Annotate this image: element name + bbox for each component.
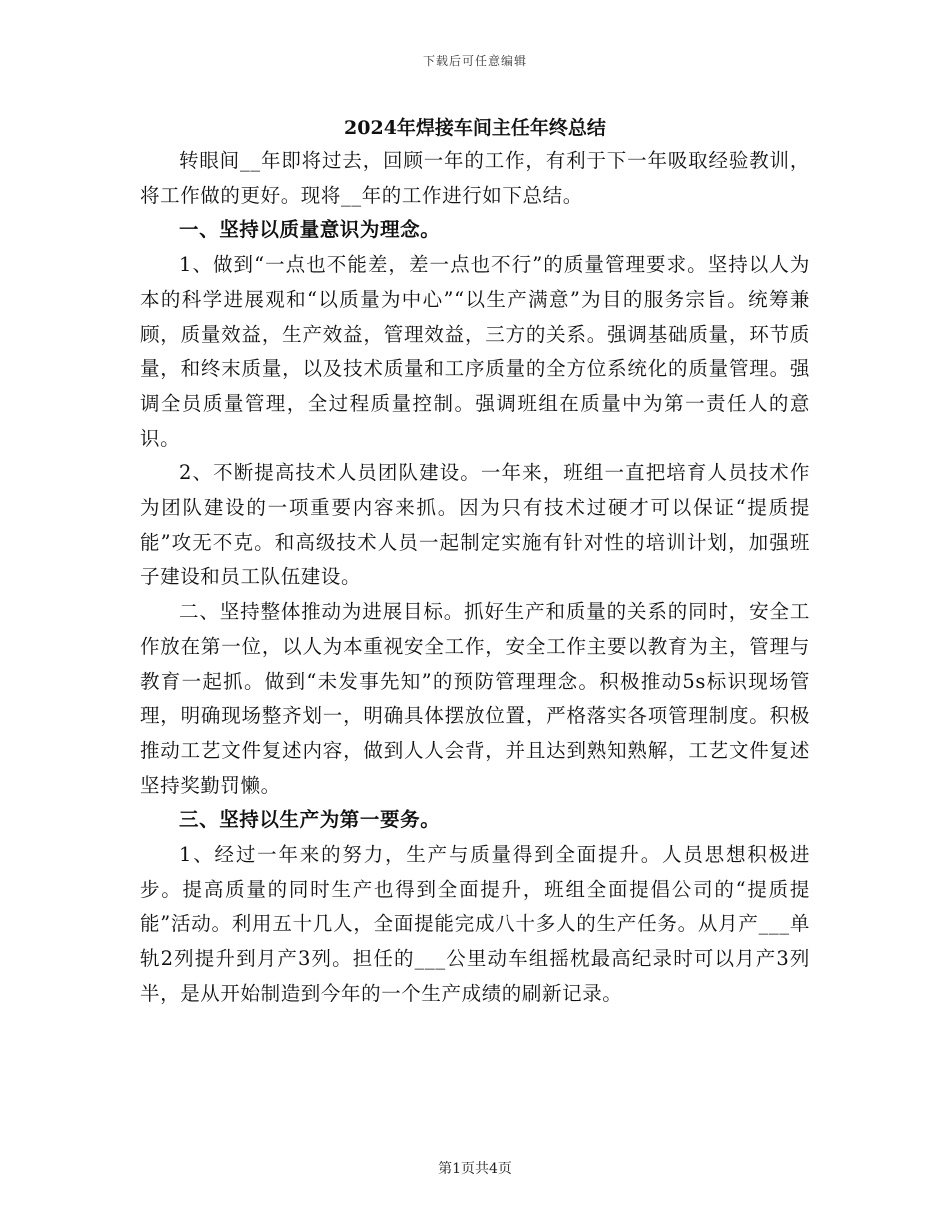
- document-body: [140, 112, 810, 1012]
- section-heading-3: 三、坚持以生产为第一要务。: [179, 808, 441, 832]
- header-note: 下载后可任意编辑: [422, 54, 527, 68]
- section-heading-1: 一、坚持以质量意识为理念。: [179, 218, 441, 242]
- paragraph-3-1: 1、经过一年来的努力，生产与质量得到全面提升。人员思想积极进步。提高质量的同时生产也得到全面提升，班组全面提倡公司的“提质提能”活动。利用五十几人，全面提能完成八十多人的生产任务。从月产___单轨2列提升到月产3列。担任的___公里动车组摇枕最高纪录时可以月产3列半，是从开始制造到今年的一个生产成绩的刷新记录。: [140, 843, 810, 1005]
- paragraph-section-2: 二、坚持整体推动为进展目标。抓好生产和质量的关系的同时，安全工作放在第一位，以人为本重视安全工作，安全工作主要以教育为主，管理与教育一起抓。做到“未发事先知”的预防管理理念。积极推动5s标识现场管理，明确现场整齐划一，明确具体摆放位置，严格落实各项管理制度。积极推动工艺文件复述内容，做到人人会背，并且达到熟知熟解，工艺文件复述坚持奖勤罚懒。: [140, 600, 810, 797]
- paragraph-1-1: 1、做到“一点也不能差，差一点也不行”的质量管理要求。坚持以人为本的科学进展观和“以质量为中心”“以生产满意”为目的服务宗旨。统筹兼顾，质量效益，生产效益，管理效益，三方的关系。强调基础质量，环节质量，和终末质量，以及技术质量和工序质量的全方位系统化的质量管理。强调全员质量管理，全过程质量控制。强调班组在质量中为第一责任人的意识。: [140, 253, 810, 450]
- paragraph-1-2: 2、不断提高技术人员团队建设。一年来，班组一直把培育人员技术作为团队建设的一项重要内容来抓。因为只有技术过硬才可以保证“提质提能”攻无不克。和高级技术人员一起制定实施有针对性的培训计划，加强班子建设和员工队伍建设。: [140, 461, 810, 589]
- page-number: 第1页共4页: [438, 1161, 512, 1177]
- paragraph-intro: 转眼间__年即将过去，回顾一年的工作，有利于下一年吸取经验教训，将工作做的更好。现将__年的工作进行如下总结。: [140, 149, 810, 207]
- document-title: 2024年焊接车间主任年终总结: [344, 117, 606, 139]
